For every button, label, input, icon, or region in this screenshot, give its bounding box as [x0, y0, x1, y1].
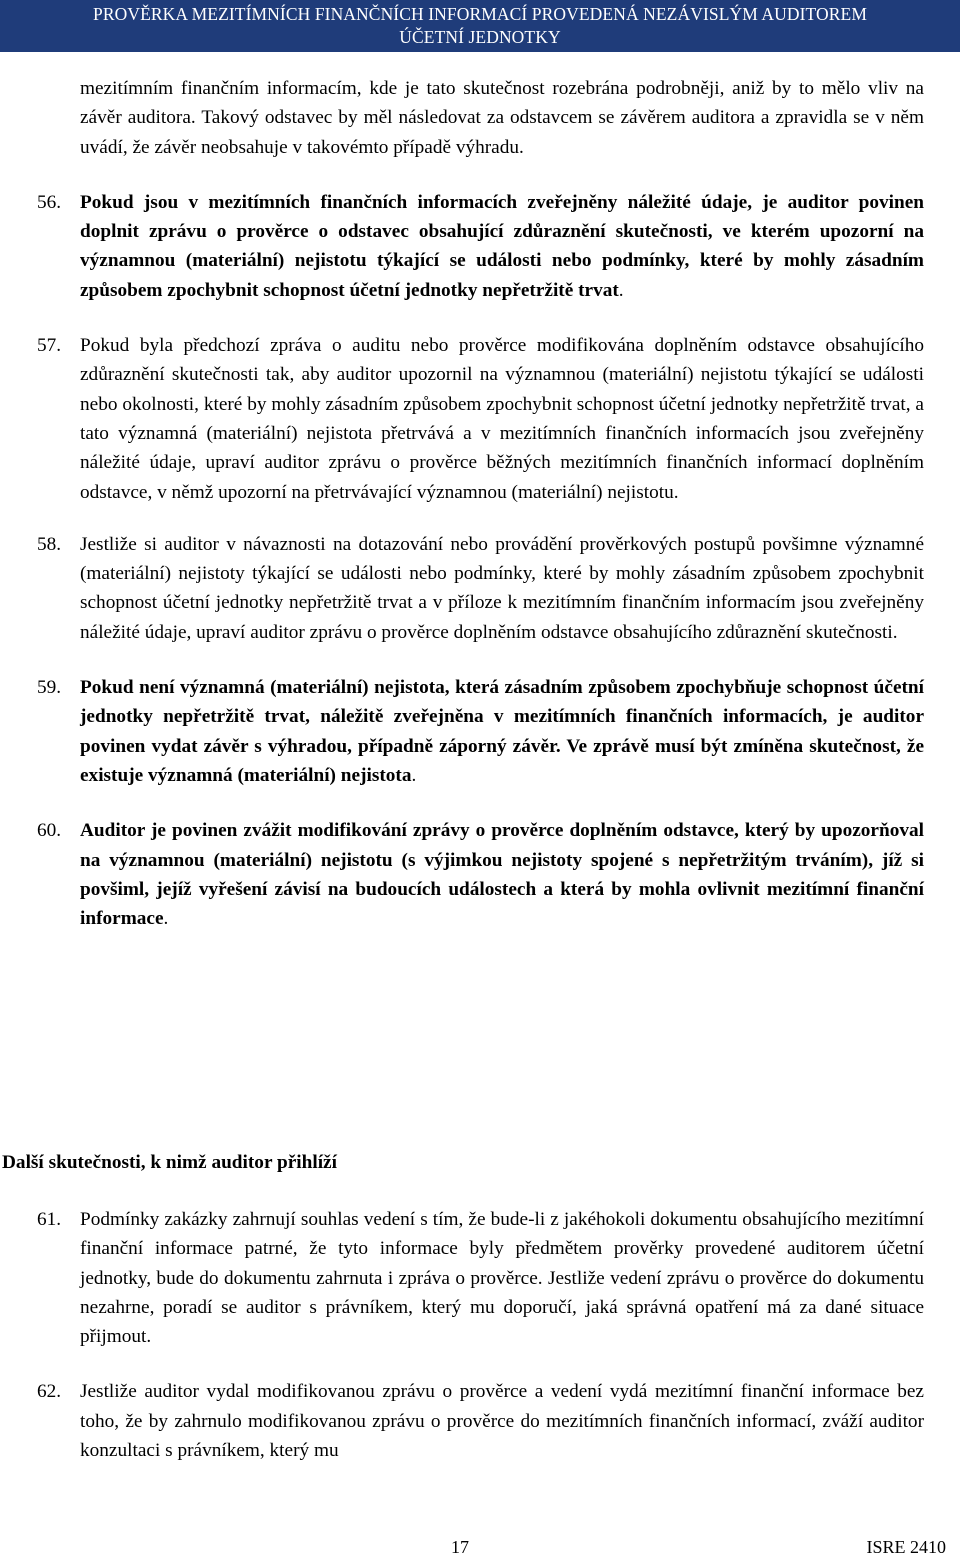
- paragraph-text: Pokud byla předchozí zpráva o auditu nebo prověrce modifikována doplněním odstavce obsahujícího zdůraznění skutečnosti tak, aby auditor upozornil na významnou (materiální) nejistotu týkající se události nebo okolnosti, které by mohly zásadním způsobem zpochybnit schopnost účetní jednotky nepřetržitě trvat, a tato významná (materiální) nejistota přetrvává a v mezitímních finančních informacích jsou zveřejněny náležité údaje, upraví auditor zprávu o prověrce běžných mezitímních finančních informací doplněním odstavce, v němž upozorní na přetrvávající významnou (materiální) nejistotu.: [80, 335, 924, 503]
- header-title-line-2: ÚČETNÍ JEDNOTKY: [399, 27, 561, 47]
- paragraph-number: 56.: [37, 191, 62, 213]
- paragraph-62: [37, 1377, 924, 1465]
- paragraph-59: [37, 673, 924, 790]
- paragraph-end: .: [163, 908, 169, 930]
- paragraph-end: .: [618, 279, 624, 301]
- paragraph-text: Podmínky zakázky zahrnují souhlas vedení s tím, že bude-li z jakéhokoli dokumentu obsahujícího mezitímní finanční informace patrné, že tyto informace byly předmětem prověrky provedené auditorem účetní jednotky, bude do dokumentu zahrnuta i zpráva o prověrce. Jestliže vedení zprávu o prověrce do dokumentu nezahrne, poradí se auditor s právníkem, který mu doporučí, jaká správná opatření má za dané situace přijmout.: [80, 1209, 924, 1348]
- paragraph-number: 61.: [37, 1209, 62, 1230]
- paragraph-number: 62.: [37, 1381, 62, 1403]
- paragraph-58: [37, 530, 924, 647]
- running-header: [0, 0, 960, 52]
- continuation-paragraph: mezitímním finančním informacím, kde je tato skutečnost rozebrána podrobněji, aniž by to mělo vliv na závěr auditora. Takový odstavec by měl následovat za odstavcem se závěrem auditora a zpravidla se v něm uvádí, že závěr neobsahuje v takovémto případě výhradu.: [80, 78, 924, 158]
- document-body-continued: [37, 1205, 924, 1465]
- paragraph-number: 57.: [37, 335, 62, 357]
- paragraph-61: [37, 1205, 924, 1351]
- paragraph-number: 60.: [37, 820, 62, 842]
- standard-reference: ISRE 2410: [866, 1537, 946, 1557]
- header-title-line-1: PROVĚRKA MEZITÍMNÍCH FINANČNÍCH INFORMACÍ PROVEDENÁ NEZÁVISLÝM AUDITOREM: [93, 4, 867, 24]
- paragraph-60: [37, 816, 924, 933]
- paragraph-text: Pokud jsou v mezitímních finančních informacích zveřejněny náležité údaje, je auditor povinen doplnit zprávu o prověrce o odstavec obsahující zdůraznění skutečnosti, ve kterém upozorní na významnou (materiální) nejistotu týkající se události nebo podmínky, které by mohly zásadním způsobem zpochybnit schopnost účetní jednotky nepřetržitě trvat: [80, 191, 924, 301]
- page-number: 17: [451, 1537, 469, 1557]
- paragraph-number: 58.: [37, 533, 62, 555]
- paragraph-text: Jestliže si auditor v návaznosti na dotazování nebo provádění prověrkových postupů povšimne významné (materiální) nejistoty týkající se události nebo podmínky, které by mohly zásadním způsobem zpochybnit schopnost účetní jednotky nepřetržitě trvat a v příloze k mezitímním finančním informacím jsou zveřejněny náležité údaje, upraví auditor zprávu o prověrce doplněním odstavce obsahujícího zdůraznění skutečnosti.: [80, 533, 924, 643]
- paragraph-56: [37, 188, 924, 305]
- document-body: [37, 74, 924, 933]
- paragraph-number: 59.: [37, 677, 62, 699]
- paragraph-57: [37, 331, 924, 507]
- paragraph-text: Pokud není významná (materiální) nejistota, která zásadním způsobem zpochybňuje schopnost účetní jednotky nepřetržitě trvat, náležitě zveřejněna v mezitímních finančních informacích, je auditor povinen vydat závěr s výhradou, případně záporný závěr. Ve zprávě musí být zmíněna skutečnost, že existuje významná (materiální) nejistota: [80, 677, 924, 786]
- section-heading: Další skutečnosti, k nimž auditor přihlíží: [2, 1152, 337, 1173]
- paragraph-text: Jestliže auditor vydal modifikovanou zprávu o prověrce a vedení vydá mezitímní finanční informace bez toho, že by zahrnulo modifikovanou zprávu o prověrce do mezitímních finančních informací, zváží auditor konzultaci s právníkem, který mu: [80, 1381, 924, 1462]
- paragraph-end: .: [411, 764, 417, 786]
- paragraph-text: Auditor je povinen zvážit modifikování zprávy o prověrce doplněním odstavce, který by upozorňoval na významnou (materiální) nejistotu (s výjimkou nejistoty spojené s nepřetržitým trváním), jíž si povšiml, jejíž vyřešení závisí na budoucích událostech a která by mohla ovlivnit mezitímní finanční informace: [80, 820, 924, 930]
